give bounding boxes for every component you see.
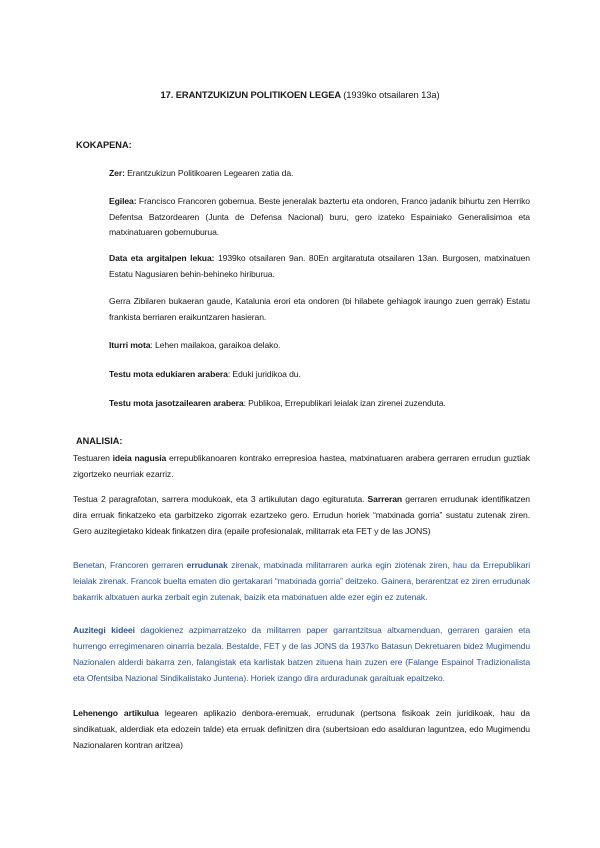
analisia-paragraph-1 (73, 450, 530, 482)
p3-text-c: zirenak, matxinada militarraren aurka egin ziotenak ziren, hau da Errepublikari leialak zirenak. Francok buelta ematen dio gertakarari “matxinada gorria” deitzeko. Gainera, berarentzat ez ziren errudunak bakarrik altxatuen aurka zerbait egin zutenak, baizik eta matxinatuen alde ezer egin ez zutenak. (73, 560, 530, 602)
zer-text: Erantzukizun Politikoaren Legearen zatia da. (124, 168, 294, 178)
analisia-heading: ANALISIA: (76, 436, 123, 446)
iturri-label: Iturri mota (109, 340, 151, 350)
egilea-paragraph (109, 194, 530, 241)
jasotzaile-label: Testu mota jasotzailearen arabera (109, 398, 244, 408)
edukia-text: : Eduki juridikoa du. (227, 369, 301, 379)
p5-text-b: legearen aplikazio denbora-eremuak, errudunak (pertsona fisikoak zein juridikoak, hau da sindikatuak, alderdiak eta edozein talde) eta erruak definitzen dira (subertsioan edo asalduran laguntzea, edo Mugimendu Nazionalaren kontran aritzea) (73, 708, 530, 750)
p1-bold: ideia nagusia (112, 453, 167, 463)
analisia-paragraph-3 (73, 557, 530, 605)
zer-paragraph (109, 166, 530, 182)
p2-bold: Sarreran (367, 494, 403, 504)
analisia-paragraph-5 (73, 705, 530, 753)
p4-text-b: dagokienez azpimarratzeko da militarren paper garrantzitsua altxamenduan, gerraren garaien eta hurrengo erregimenaren oinarria bezala. Bestalde, FET y de las JONS da 1937ko Batasun Dekretuaren bidez Mugimendu Nazionalen alderdi bakarra zen, falangistak eta karlistak batzen zituena hain zuzen ere (Falange Espainol Tradizionalista eta Ofentsiba Nazional Sindikalistako Juntena). Horiek izango dira arduradunak garaituak epaitzeko. (73, 625, 530, 683)
p1-text-c: errepublikanoaren kontrako errepresioa hastea, matxinatuaren arabera gerraren errudun guztiak zigortzeko neurriak ezarriz. (73, 453, 530, 479)
gerra-paragraph: Gerra Zibilaren bukaeran gaude, Katalunia erori eta ondoren (bi hilabete gehiagok iraungo zuen gerrak) Estatu frankista berriaren eraikuntzaren hasieran. (109, 296, 530, 322)
p2-text-c: gerraren errudunak identifikatzen dira erruak finkatzeko eta garbitzeko zigorrak ezartzeko gero. Errudun horiek “matxinada gorria” sustatu zutenak ziren. Gero auzitegietako kideak finkatzen dira (epaile profesionalak, militarrak eta FET y de las JONS) (73, 494, 530, 536)
p3-bold: errudunak (186, 560, 228, 570)
data-paragraph (109, 251, 530, 282)
p3-text-a: Benetan, Francoren gerraren (73, 560, 187, 570)
document-title (0, 89, 600, 100)
p2-text-a: Testua 2 paragrafotan, sarrera modukoak, eta 3 artikulutan dago egituratuta. (73, 494, 368, 504)
jasotzaile-text: : Publikoa, Errepublikari leialak izan zirenei zuzenduta. (243, 398, 446, 408)
analisia-paragraph-4 (73, 622, 530, 686)
data-label: Data eta argitalpen lekua: (109, 253, 215, 263)
p5-bold: Lehenengo artikulua (73, 708, 159, 718)
egilea-text: Francisco Francoren gobernua. Beste jeneralak baztertu eta ondoren, Franco jadanik bihurtu zen Herriko Defentsa Batzordearen (Junta de Defensa Nacional) buru, gero izateko Espainiako Generalisimoa eta matxinatuaren gobernuburua. (109, 196, 530, 237)
edukia-label: Testu mota edukiaren arabera (109, 369, 228, 379)
title-date: (1939ko otsailaren 13a) (343, 89, 440, 100)
iturri-text: : Lehen mailakoa, garaikoa delako. (150, 340, 281, 350)
analisia-paragraph-2 (73, 491, 530, 539)
data-text: 1939ko otsailaren 9an. 80En argitaratuta otsailaren 13an. Burgosen, matxinatuen Estatu Nagusiaren behin-behineko hiriburua. (109, 253, 530, 279)
iturri-paragraph (109, 338, 530, 354)
edukia-paragraph (109, 367, 530, 383)
title-main: 17. ERANTZUKIZUN POLITIKOEN LEGEA (160, 89, 341, 100)
p1-text-a: Testuaren (73, 453, 113, 463)
egilea-label: Egilea: (109, 196, 137, 206)
jasotzaile-paragraph (109, 396, 530, 412)
kokapena-heading: KOKAPENA: (76, 140, 132, 150)
zer-label: Zer: (109, 168, 125, 178)
p4-bold: Auzitegi kideei (73, 625, 135, 635)
